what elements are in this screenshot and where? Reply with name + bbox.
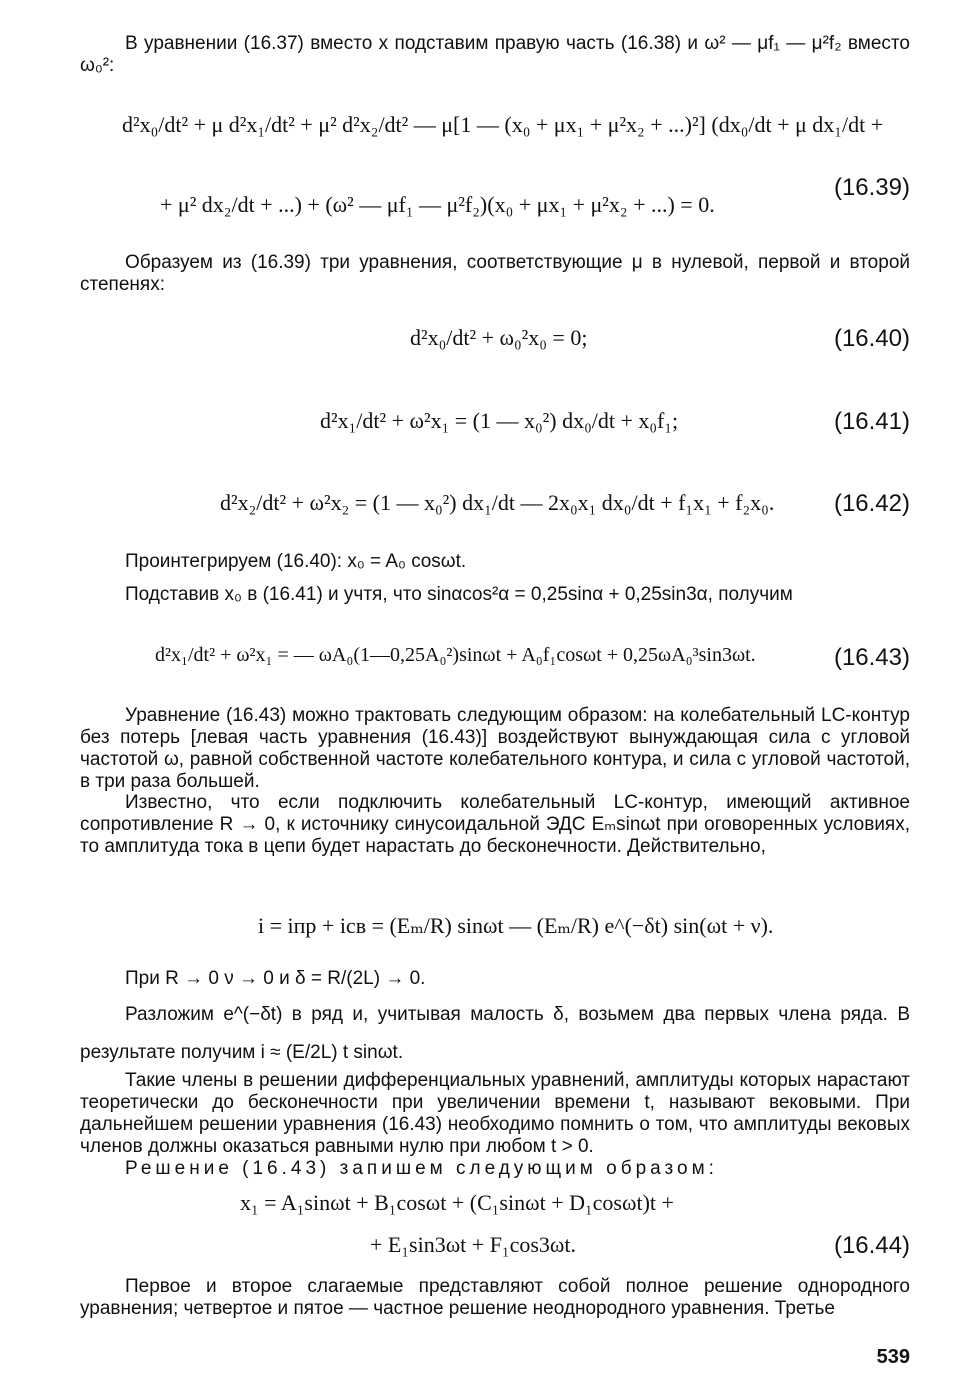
equation-number: (16.43) [833,644,910,671]
equation-number: (16.39) [833,174,910,201]
paragraph-three-equations: Образуем из (16.39) три уравнения, соответствующие μ в нулевой, первой и второй степенях: [80,252,910,295]
equation-text: d²x₁/dt² + ω²x₁ = (1 — x₀²) dx₀/dt + x₀f₁; [320,408,679,433]
equation-text: d²x₁/dt² + ω²x₁ = — ωA₀(1—0,25A₀²)sinωt + A₀f₁cosωt + 0,25ωA₀³sin3ωt. [155,644,756,666]
paragraph-solution [80,1158,910,1180]
equation-text: d²x₂/dt² + ω²x₂ = (1 — x₀²) dx₁/dt — 2x₀x₁ dx₀/dt + f₁x₁ + f₂x₀. [220,490,775,515]
equation-text: d²x₀/dt² + ω₀²x₀ = 0; [410,325,588,350]
equation-text: i = iпр + iсв = (Eₘ/R) sinωt — (Eₘ/R) e^(−δt) sin(ωt + ν). [258,913,774,938]
equation-16-42 [80,490,910,526]
equation-16-44-line1 [80,1190,910,1226]
paragraph-final: Первое и второе слагаемые представляют собой полное решение однородного уравнения; четвертое и пятое — частное решение неоднородного уравнения. Третье [80,1276,910,1319]
equation-number: (16.44) [833,1232,910,1259]
solution-text: Решение (16.43) запишем следующим образом: [125,1158,718,1179]
paragraph-limits: При R → 0 ν → 0 и δ = R/(2L) → 0. [125,968,426,989]
paragraph-lc-circuit: Известно, что если подключить колебательный LC-контур, имеющий активное сопротивление R → 0, к источнику синусоидальной ЭДС Eₘsinωt при оговоренных условиях, то амплитуда тока в цепи будет нарастать до бесконечности. Действительно, [80,792,910,857]
equation-16-43 [80,644,910,680]
page-number: 539 [876,1346,910,1368]
paragraph-intro: В уравнении (16.37) вместо x подставим правую часть (16.38) и ω² — μf₁ — μ²f₂ вместо ω₀²: [80,33,910,76]
equation-text: + E₁sin3ωt + F₁cos3ωt. [370,1232,577,1257]
equation-text: x₁ = A₁sinωt + B₁cosωt + (C₁sinωt + D₁cosωt)t + [240,1190,674,1215]
paragraph-substitute: Подставив x₀ в (16.41) и учтя, что sinαcos²α = 0,25sinα + 0,25sin3α, получим [125,584,793,605]
equation-16-40 [80,325,910,361]
equation-text: + μ² dx₂/dt + ...) + (ω² — μf₁ — μ²f₂)(x₀ + μx₁ + μ²x₂ + ...) = 0. [160,192,715,217]
equation-16-44-line2 [80,1232,910,1268]
equation-number: (16.40) [833,325,910,352]
equation-number: (16.42) [833,490,910,517]
equation-number: (16.41) [833,408,910,435]
equation-text: d²x₀/dt² + μ d²x₁/dt² + μ² d²x₂/dt² — μ[1 — (x₀ + μx₁ + μ²x₂ + ...)²] (dx₀/dt + μ dx₁/dt + [122,112,884,137]
paragraph-expansion: Разложим e^(−δt) в ряд и, учитывая малость δ, возьмем два первых члена ряда. В результате получим i ≈ (E/2L) t sinωt. [80,1004,910,1063]
paragraph-integrate: Проинтегрируем (16.40): x₀ = A₀ cosωt. [125,551,467,572]
equation-16-39-line2 [80,170,910,218]
paragraph-interpretation: Уравнение (16.43) можно трактовать следующим образом: на колебательный LC-контур без потерь [левая часть уравнения (16.43)] воздействуют вынуждающая сила с угловой частотой ω, равной собственной частоте колебательного контура, и сила с угловой частотой, в три раза большей. [80,705,910,792]
paragraph-secular-terms: Такие члены в решении дифференциальных уравнений, амплитуды которых нарастают теоретически до бесконечности при увеличении времени t, называют вековыми. При дальнейшем решении уравнения (16.43) необходимо помнить о том, что амплитуды вековых членов должны оказаться равными нулю при любом t > 0. [80,1070,910,1157]
equation-16-39-line1 [80,112,910,160]
equation-current [80,913,910,949]
equation-16-41 [80,408,910,444]
